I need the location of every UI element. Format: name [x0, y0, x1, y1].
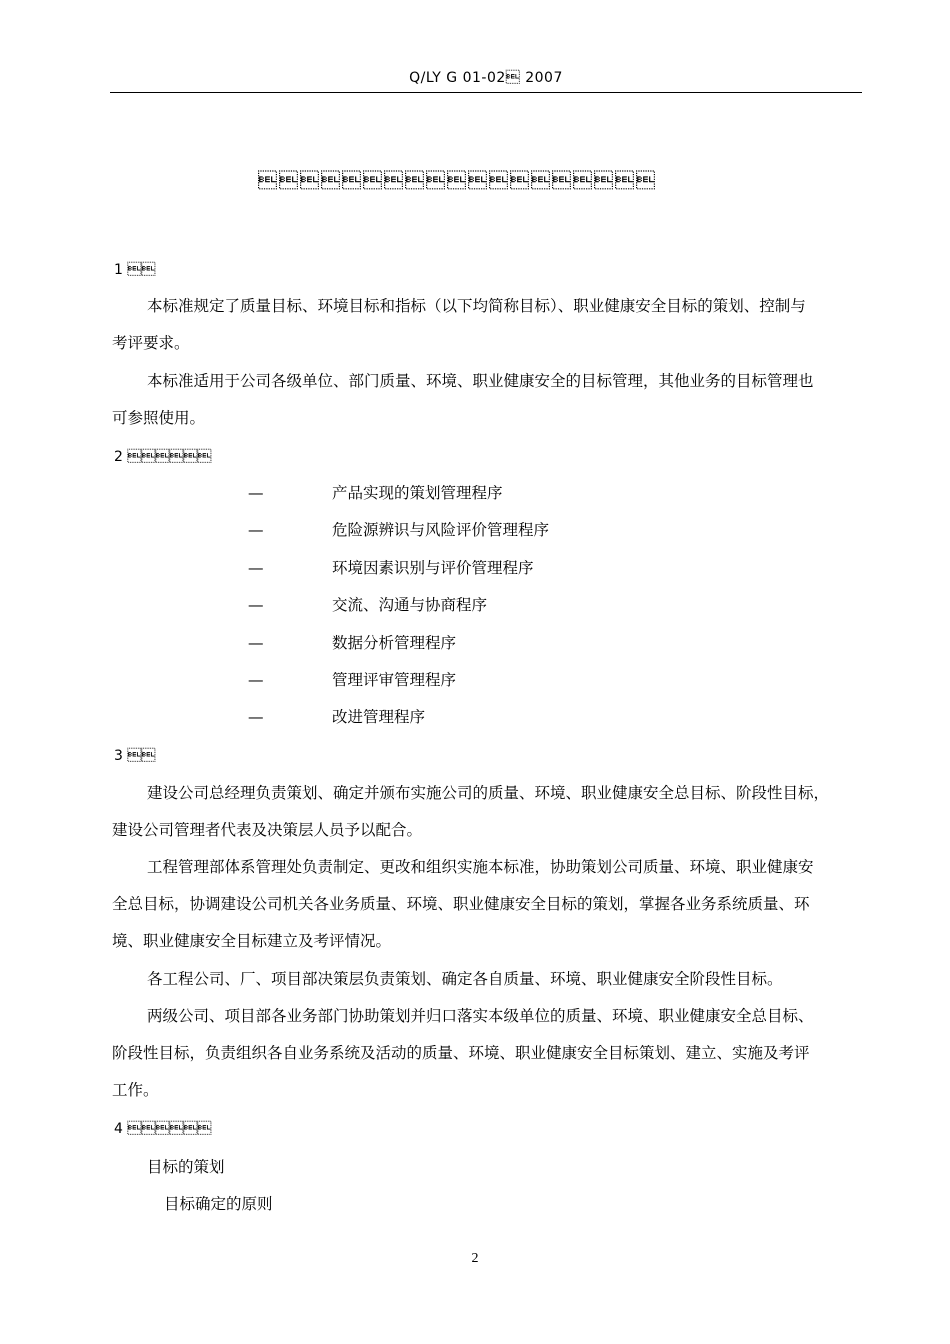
reference-dash: — — [248, 484, 264, 502]
scope-p2-line-2: 可参照使用。 — [112, 409, 206, 427]
responsibility-paragraph-3 — [112, 961, 862, 998]
section-3-heading: 3  — [114, 748, 156, 764]
reference-title: 交流、沟通与协商程序 — [332, 596, 488, 614]
section-1-heading: 1  — [114, 262, 156, 278]
reference-title: 管理评审管理程序 — [332, 671, 457, 689]
reference-title: 改进管理程序 — [332, 708, 426, 726]
page-number: 2 — [471, 1251, 479, 1266]
reference-title: 危险源辨识与风险评价管理程序 — [332, 521, 550, 539]
scope-paragraph-2 — [112, 363, 862, 437]
reference-item — [248, 705, 425, 729]
reference-dash: — — [248, 559, 264, 577]
reference-title: 产品实现的策划管理程序 — [332, 484, 503, 502]
document-title:  — [258, 170, 657, 192]
responsibility-paragraph-4 — [112, 998, 862, 1109]
section-2-heading: 2  — [114, 449, 212, 465]
resp-p2-line-2: 全总目标，协调建设公司机关各业务质量、环境、职业健康安全目标的策划，掌握各业务系统质量、环 — [112, 895, 810, 913]
resp-p4-line-1: 两级公司、项目部各业务部门协助策划并归口落实本级单位的质量、环境、职业健康安全总目标、 — [147, 1007, 814, 1025]
header-divider — [110, 92, 862, 93]
subsection-target-principles: 目标确定的原则 — [164, 1195, 273, 1213]
resp-p3-line-1: 各工程公司、厂、项目部决策层负责策划、确定各自质量、环境、职业健康安全阶段性目标。 — [147, 970, 783, 988]
responsibility-paragraph-1 — [112, 775, 862, 849]
scope-p2-line-1: 本标准适用于公司各级单位、部门质量、环境、职业健康安全的目标管理，其他业务的目标管理也 — [147, 372, 814, 390]
reference-dash: — — [248, 634, 264, 652]
reference-dash: — — [248, 708, 264, 726]
reference-dash: — — [248, 671, 264, 689]
reference-dash: — — [248, 596, 264, 614]
reference-title: 环境因素识别与评价管理程序 — [332, 559, 534, 577]
subsection-target-planning: 目标的策划 — [147, 1158, 225, 1176]
resp-p4-line-3: 工作。 — [112, 1081, 159, 1099]
resp-p2-line-1: 工程管理部体系管理处负责制定、更改和组织实施本标准，协助策划公司质量、环境、职业健康安 — [147, 858, 814, 876]
resp-p4-line-2: 阶段性目标，负责组织各自业务系统及活动的质量、环境、职业健康安全目标策划、建立、实施及考评 — [112, 1044, 810, 1062]
document-code: Q/LY G 01-02 2007 — [409, 70, 563, 86]
responsibility-paragraph-2 — [112, 849, 862, 960]
reference-item — [248, 593, 487, 617]
resp-p1-line-1: 建设公司总经理负责策划、确定并颁布实施公司的质量、环境、职业健康安全总目标、阶段性目标， — [147, 784, 830, 802]
scope-p1-line-2: 考评要求。 — [112, 334, 190, 352]
scope-p1-line-1: 本标准规定了质量目标、环境目标和指标（以下均简称目标）、职业健康安全目标的策划、控制与 — [147, 297, 806, 315]
reference-item — [248, 518, 549, 542]
reference-title: 数据分析管理程序 — [332, 634, 457, 652]
scope-paragraph-1 — [112, 288, 862, 362]
reference-item — [248, 668, 456, 692]
reference-item — [248, 481, 503, 505]
reference-item — [248, 631, 456, 655]
reference-item — [248, 556, 534, 580]
reference-dash: — — [248, 521, 264, 539]
section-4-heading: 4  — [114, 1121, 212, 1137]
resp-p1-line-2: 建设公司管理者代表及决策层人员予以配合。 — [112, 821, 423, 839]
resp-p2-line-3: 境、职业健康安全目标建立及考评情况。 — [112, 932, 392, 950]
